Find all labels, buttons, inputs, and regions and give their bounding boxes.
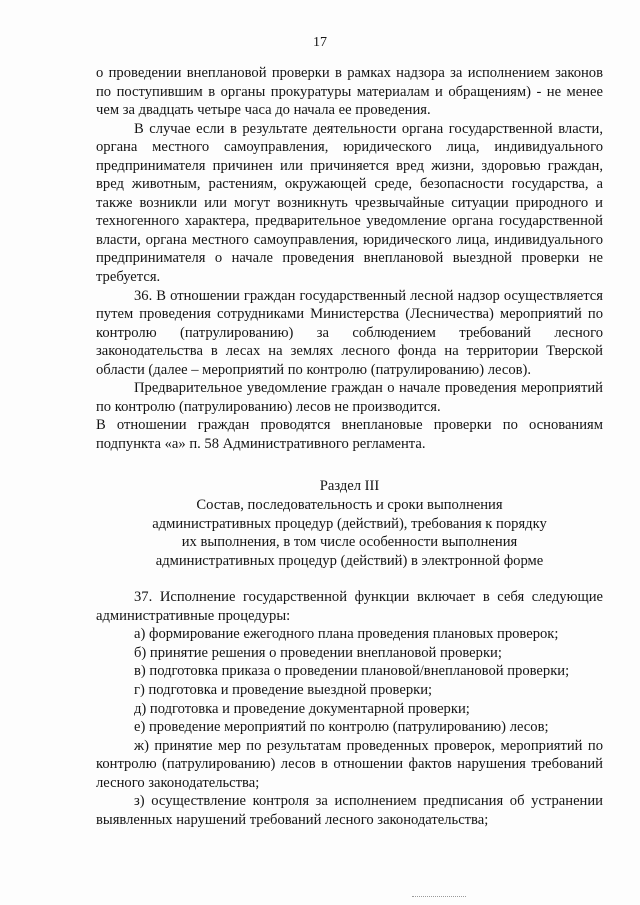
scan-artifact-line — [412, 896, 466, 898]
list-item: в) подготовка приказа о проведении плановой/внеплановой проверки; — [134, 663, 570, 680]
paragraph-harm-case: В случае если в результате деятельности органа государственной власти, органа местного самоуправления, юридического лица, индивидуального предпринимателя причинен или причиняется вред жизни, здоровью граждан, вред животным, растениям, окружающей среде, безопасности государства, а также возникли или могут возникнуть чрезвычайные ситуации природного и техногенного характера, предварительное уведомление органа государственной власти, органа местного самоуправления, юридического лица, индивидуального предпринимателя о начале проведения внеплановой выездной проверки не требуется. — [96, 120, 603, 286]
section-title-line: Состав, последовательность и сроки выполнения — [196, 497, 503, 514]
paragraph-no-notice: Предварительное уведомление граждан о начале проведения мероприятий по контролю (патрулированию) лесов не производится. — [96, 380, 603, 415]
list-item: а) формирование ежегодного плана проведения плановых проверок; — [134, 626, 559, 643]
section-label: Раздел III — [319, 478, 380, 495]
page-number: 17 — [313, 35, 327, 50]
procedure-list — [96, 625, 603, 829]
section-title-line: административных процедур (действий) в электронной форме — [155, 552, 544, 569]
paragraph-item-36: 36. В отношении граждан государственный лесной надзор осуществляется путем проведения сотрудниками Министерства (Лесничества) мероприятий по контролю (патрулированию) за соблюдением требований лесного законодательства в лесах на землях лесного фонда на территории Тверской области (далее – мероприятий по контролю (патрулированию) лесов). — [96, 287, 603, 378]
section-title-line: их выполнения, в том числе особенности выполнения — [181, 534, 518, 551]
document-body — [96, 64, 603, 829]
paragraph-item-37: 37. Исполнение государственной функции включает в себя следующие административные процедуры: — [96, 589, 603, 624]
list-item: б) принятие решения о проведении внеплановой проверки; — [134, 644, 502, 661]
list-item: з) осуществление контроля за исполнением предписания об устранении выявленных нарушений требований лесного законодательства; — [96, 793, 603, 828]
list-item: е) проведение мероприятий по контролю (патрулированию) лесов; — [134, 719, 549, 736]
paragraph-unscheduled-checks: В отношении граждан проводятся внеплановые проверки по основаниям подпункта «а» п. 58 Административного регламента. — [96, 417, 603, 452]
list-item: г) подготовка и проведение выездной проверки; — [134, 681, 433, 698]
list-item: ж) принятие мер по результатам проведенных проверок, мероприятий по контролю (патрулированию) лесов в отношении фактов нарушения требований лесного законодательства; — [96, 737, 603, 791]
section-heading — [96, 477, 603, 570]
section-title-line: административных процедур (действий), требования к порядку — [152, 515, 547, 532]
paragraph-continuation: о проведении внеплановой проверки в рамках надзора за исполнением законов по поступившим в органы прокуратуры материалам и обращениям) - не менее чем за двадцать четыре часа до начала ее проведения. — [96, 65, 603, 119]
list-item: д) подготовка и проведение документарной проверки; — [134, 700, 470, 717]
